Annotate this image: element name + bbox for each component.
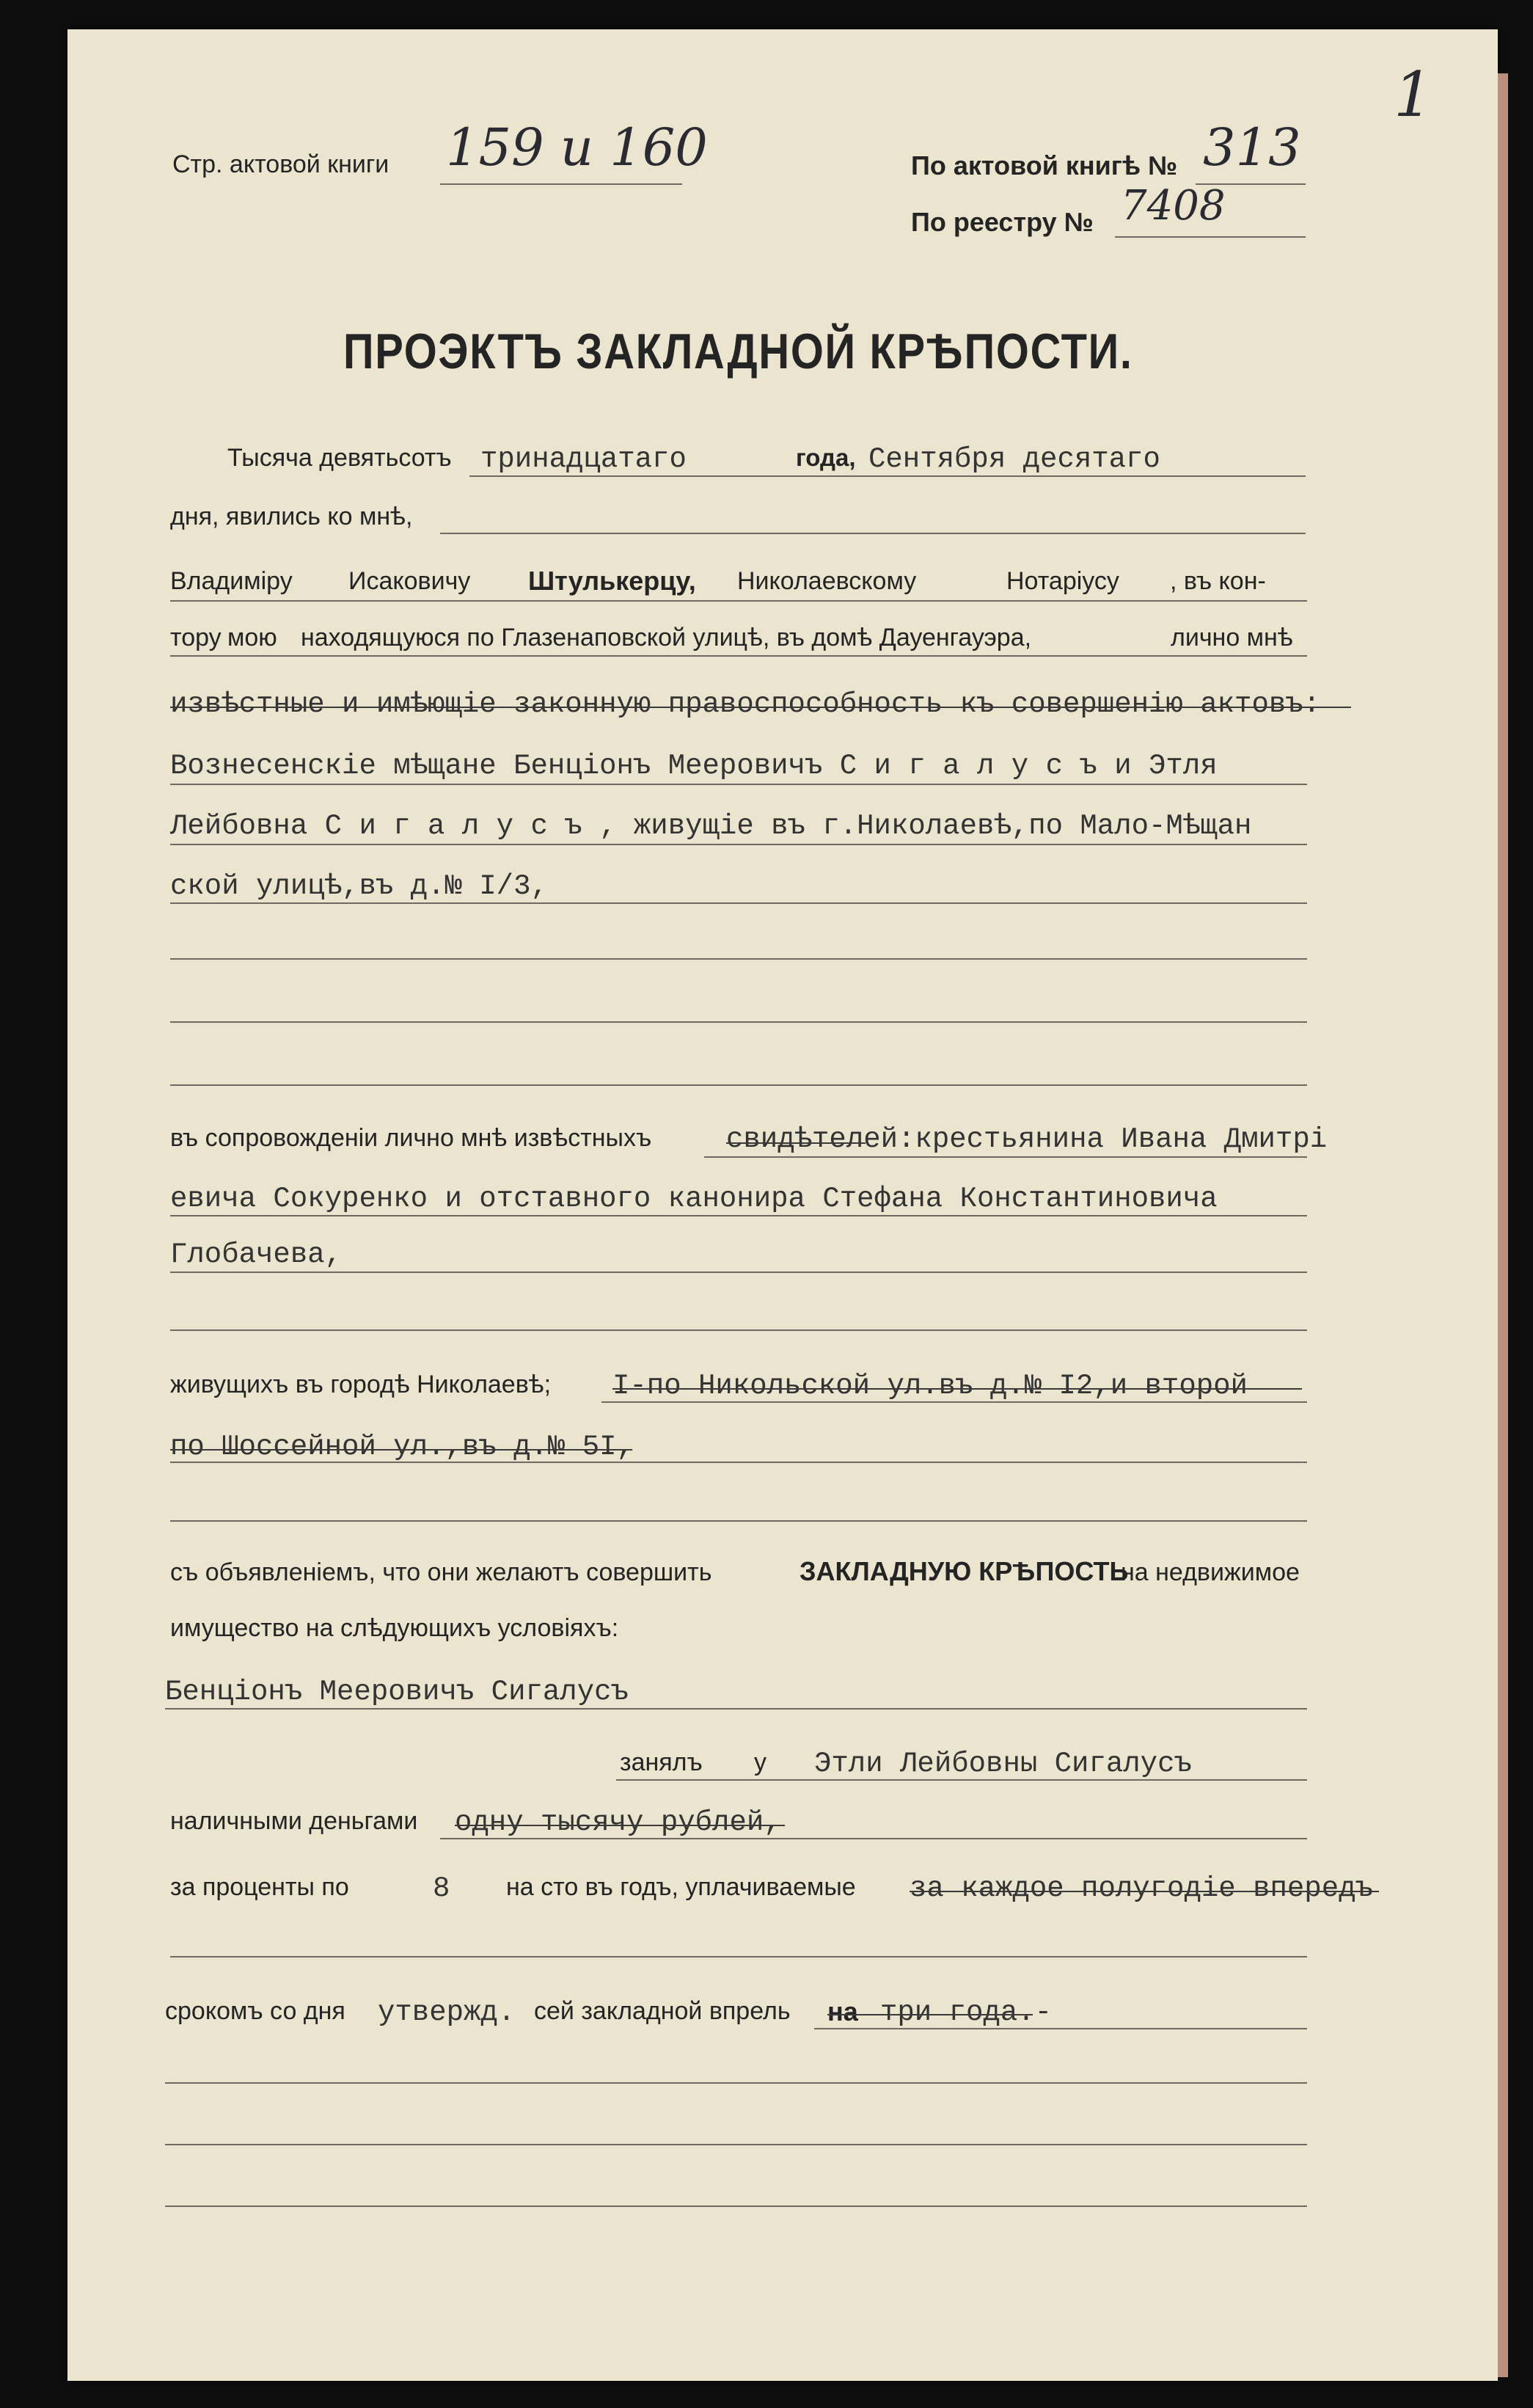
term-from: утвержд.	[378, 1996, 516, 2029]
year-value: тринадцатаго	[480, 443, 687, 475]
page-label: Стр. актовой книги	[172, 150, 389, 178]
term-label: срокомъ со дня	[165, 1997, 345, 2025]
parties-line-1: Вознесенскіе мѣщане Бенціонъ Мееровичъ С и г а л у с ъ и Этля	[170, 750, 1218, 782]
to-office-text: , въ кон-	[1170, 567, 1266, 595]
interest-label: за проценты по	[170, 1873, 349, 1901]
declaration-bold: ЗАКЛАДНУЮ КРѢПОСТЬ	[800, 1556, 1129, 1586]
borrower-name: Бенціонъ Мееровичъ Сигалусъ	[165, 1676, 629, 1708]
per-year-text: на сто въ годъ, уплачиваемые	[506, 1873, 856, 1901]
term-value: три года.-	[880, 1996, 1053, 2029]
page-edge	[1498, 73, 1508, 2377]
witness-address-2: по Шоссейной ул.,въ д.№ 5I,	[170, 1431, 634, 1463]
witnesses-line-2: евича Сокуренко и отставного канонира Стефана Константиновича	[170, 1183, 1218, 1215]
registry-value-handwritten: 7408	[1121, 182, 1226, 230]
office-address: находящуюся по Глазенаповской улицѣ, въ домѣ Дауенгауэра,	[301, 624, 1032, 652]
known-statement: извѣстные и имѣющіе законную правоспособность къ совершенію актовъ:	[170, 688, 1321, 720]
date-value: Сентября десятаго	[868, 443, 1160, 475]
book-value-handwritten: 313	[1203, 117, 1301, 178]
office-word: тору	[170, 624, 222, 652]
corner-mark-handwritten: 1	[1394, 59, 1433, 131]
term-na: на	[827, 1996, 858, 2026]
notary-title: Нотаріусу	[1006, 567, 1119, 595]
notary-surname: Штулькерцу,	[528, 566, 696, 596]
declaration-line-2: имущество на слѣдующихъ условіяхъ:	[170, 1614, 619, 1642]
from-word: у	[754, 1748, 766, 1776]
notary-patronymic: Исаковичу	[348, 567, 471, 595]
borrowed-label: занялъ	[620, 1748, 703, 1776]
term-middle: сей закладной впрель	[534, 1997, 791, 2025]
appeared-text: дня, явились ко мнѣ,	[170, 503, 413, 530]
lender-name: Этли Лейбовны Сигалусъ	[814, 1748, 1192, 1780]
witnesses-line-3: Глобачева,	[170, 1238, 343, 1271]
known-text: лично мнѣ	[1171, 624, 1293, 652]
witnesses-label: въ сопровожденіи лично мнѣ извѣстныхъ	[170, 1124, 652, 1152]
living-label: живущихъ въ городѣ Николаевѣ;	[170, 1371, 552, 1398]
year-suffix: года,	[796, 444, 856, 471]
registry-label: По реестру №	[911, 207, 1094, 237]
year-label: Тысяча девятьсотъ	[227, 444, 452, 472]
witnesses-line-1: свидѣтелей:крестьянина Ивана Дмитрі	[726, 1123, 1328, 1156]
declaration-text-a: съ объявленіемъ, что они желаютъ совершить	[170, 1558, 712, 1586]
parties-line-2: Лейбовна С и г а л у с ъ , живущіе въ г.Николаевѣ,по Мало-Мѣщан	[170, 810, 1252, 842]
my-word: мою	[227, 624, 277, 652]
cash-label: наличными деньгами	[170, 1807, 418, 1835]
payment-terms: за каждое полугодіе впередъ	[910, 1872, 1373, 1905]
page-value-handwritten: 159 и 160	[446, 117, 708, 178]
witness-address-1: I-по Никольской ул.въ д.№ I2,и второй	[612, 1370, 1248, 1402]
interest-value: 8	[433, 1872, 450, 1905]
notary-first-name: Владиміру	[170, 567, 293, 595]
document-title: ПРОЭКТЪ ЗАКЛАДНОЙ КРѢПОСТИ.	[343, 324, 1133, 379]
loan-amount: одну тысячу рублей,	[455, 1806, 781, 1839]
book-label: По актовой книгѣ №	[911, 150, 1178, 180]
parties-line-3: ской улицѣ,въ д.№ I/3,	[170, 870, 548, 902]
declaration-text-b: на недвижимое	[1121, 1558, 1300, 1586]
notary-city: Николаевскому	[737, 567, 917, 595]
